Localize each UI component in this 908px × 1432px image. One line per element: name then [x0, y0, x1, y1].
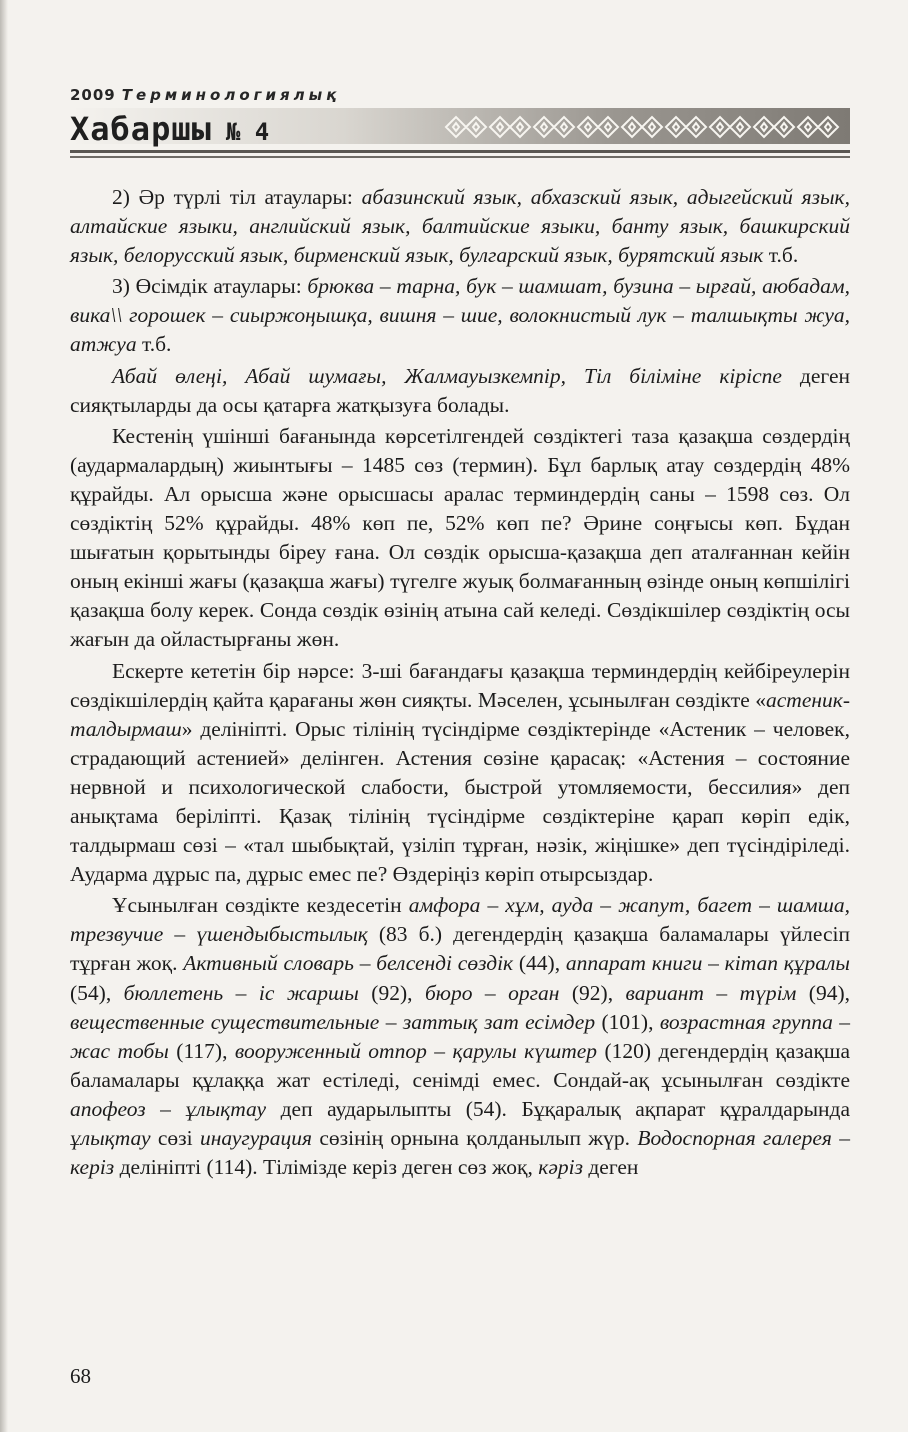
issue-number: № 4 [225, 118, 270, 146]
article-body [70, 183, 850, 1182]
paragraph [70, 657, 850, 890]
text-run: т.б. [763, 243, 799, 268]
text-run: (83 б.) дегендердің қазақша баламалары үйлесіп тұрған жоқ. [70, 922, 850, 976]
journal-title: Хабаршы [70, 110, 212, 148]
italic-term: абазинский язык, абхазский язык, адыгейский язык, алтайские языки, английский язык, балтийские языки, банту язык, башкирский язык, белорусский язык, бирменский язык, булгарский язык, бурятский язык [70, 185, 850, 268]
text-run: деген [582, 1155, 639, 1180]
text-run: т.б. [136, 332, 172, 357]
paragraph [70, 183, 850, 270]
paragraph [70, 422, 850, 655]
text-run: (94), [796, 980, 850, 1005]
text-run: (92), [559, 980, 626, 1005]
italic-term: брюква – тарна, бук – шамшат, бузина – ырғай, аюбадам, вика\\ горошек – сиыржоңышқа, вишня – шие, волокнистый лук – талшықты жуа, атжуа [70, 274, 850, 357]
journal-header [70, 86, 850, 178]
text-run: » делініпті. Орыс тілінің түсіндірме сөздіктерінде «Астеник – человек, страдающий астенией» делінген. Астения сөзіне қарасақ: «Астения – состояние нервной и психологической слабости, быстрой утомляемости, бессилия» деп анықтама беріліпті. Қазақ тілінің түсіндірме сөздіктеріне қарап көріп едік, талдырмаш сөзі – «тал шыбықтай, үзіліп тұрған, нәзік, жіңішке» деп түсіндіріледі. Аударма дұрыс па, дұрыс емес пе? Өздеріңіз көріп отырсыздар. [70, 716, 850, 887]
italic-term: Абай өлеңі, Абай шумағы, Жалмауызкемпір, Тіл біліміне кіріспе [112, 363, 782, 388]
paragraph [70, 891, 850, 1182]
italic-term: возрастная группа – жас тобы [70, 1009, 850, 1063]
italic-term: амфора – хұм, ауда – жапут, багет – шамша, трезвучие – үшендыбыстылық [70, 893, 850, 947]
header-year: 2009 [70, 86, 116, 104]
header-subtitle: Терминологиялық [121, 86, 341, 104]
italic-term: Активный словарь – белсенді сөздік [183, 951, 514, 976]
italic-term: вооруженный отпор – қарулы күштер [234, 1038, 598, 1063]
text-run: делініпті (114). Тілімізде керіз деген сөз жоқ, [114, 1155, 539, 1180]
italic-term: бюллетень – іс жаршы [123, 980, 359, 1005]
text-run: сөзі [150, 1126, 200, 1150]
text-run: Ескерте кететін бір нәрсе: 3-ші бағандағы қазақша терминдердің кейбіреулерін сөздікшілердің қайта қарағаны жөн сияқты. Мәселен, ұсынылған сөздікте « [70, 658, 850, 712]
header-title [70, 110, 269, 148]
text-run: Кестенің үшінші бағанында көрсетілгендей сөздіктегі таза қазақша сөздердің (аудармалардың) жиынтығы – 1485 сөз (термин). Бұл барлық атау сөздердің 48% құрайды. Ал орысша және орысшасы аралас терминдердің саны – 1598 сөз. Ол сөздіктің 52% құрайды. 48% көп пе, 52% көп пе? Әрине соңғысы көп. Бұдан шығатын қорытынды біреу ғана. Ол сөздік орысша-қазақша деп аталғаннан кейін оның екінші жағы (қазақша жағы) түгелге жуық болмағанның өзінде оның көпшілігі қазақша болу керек. Сонда сөздік өзінің атына сай келеді. Сөздікшілер сөздіктің осы жағын да ойластырғаны жөн. [70, 423, 850, 652]
italic-term: инаугурация [199, 1126, 313, 1150]
header-rule-thin [70, 156, 850, 158]
italic-term: вариант – түрім [625, 980, 797, 1005]
paragraph [70, 362, 850, 420]
text-run: сөзінің орнына қолданылып жүр. [312, 1126, 638, 1150]
text-run: (101), [595, 1009, 660, 1034]
text-run: (117), [168, 1038, 235, 1063]
italic-term: Водоспорная галерея – керіз [70, 1126, 850, 1180]
page-binding-shadow [0, 0, 8, 1432]
italic-term: кәріз [538, 1155, 583, 1180]
text-run: Ұсынылған сөздікте кездесетін [112, 893, 409, 918]
italic-term: бюро – орган [424, 980, 560, 1005]
text-run: деген сияқтыларды да осы қатарға жатқызуға болады. [70, 363, 850, 417]
italic-term: аппарат книги – кітап құралы [565, 951, 850, 976]
text-run: 2) Әр түрлі тіл атаулары: [112, 185, 362, 209]
text-run: (120) дегендердің қазақша баламалары құлаққа жат естіледі, сенімді емес. Сондай-ақ ұсынылған сөздікте [70, 1038, 850, 1092]
ornament-pattern-icon [442, 112, 862, 142]
italic-term: астеник-талдырмаш [70, 687, 850, 741]
page-number: 68 [70, 1364, 91, 1388]
text-run: деп аударылыпты (54). Бұқаралық ақпарат құралдарында [266, 1096, 850, 1121]
paragraph [70, 272, 850, 359]
italic-term: ұлықтау [70, 1126, 151, 1150]
text-run: (92), [358, 980, 425, 1005]
header-rule-thick [70, 150, 850, 153]
text-run: (54), [70, 980, 124, 1005]
header-top-line [70, 86, 340, 104]
text-run: 3) Өсімдік атаулары: [112, 274, 308, 299]
text-run: (44), [513, 951, 566, 976]
italic-term: апофеоз – ұлықтау [70, 1096, 267, 1121]
italic-term: вещественные существительные – заттық зат есімдер [70, 1009, 596, 1034]
